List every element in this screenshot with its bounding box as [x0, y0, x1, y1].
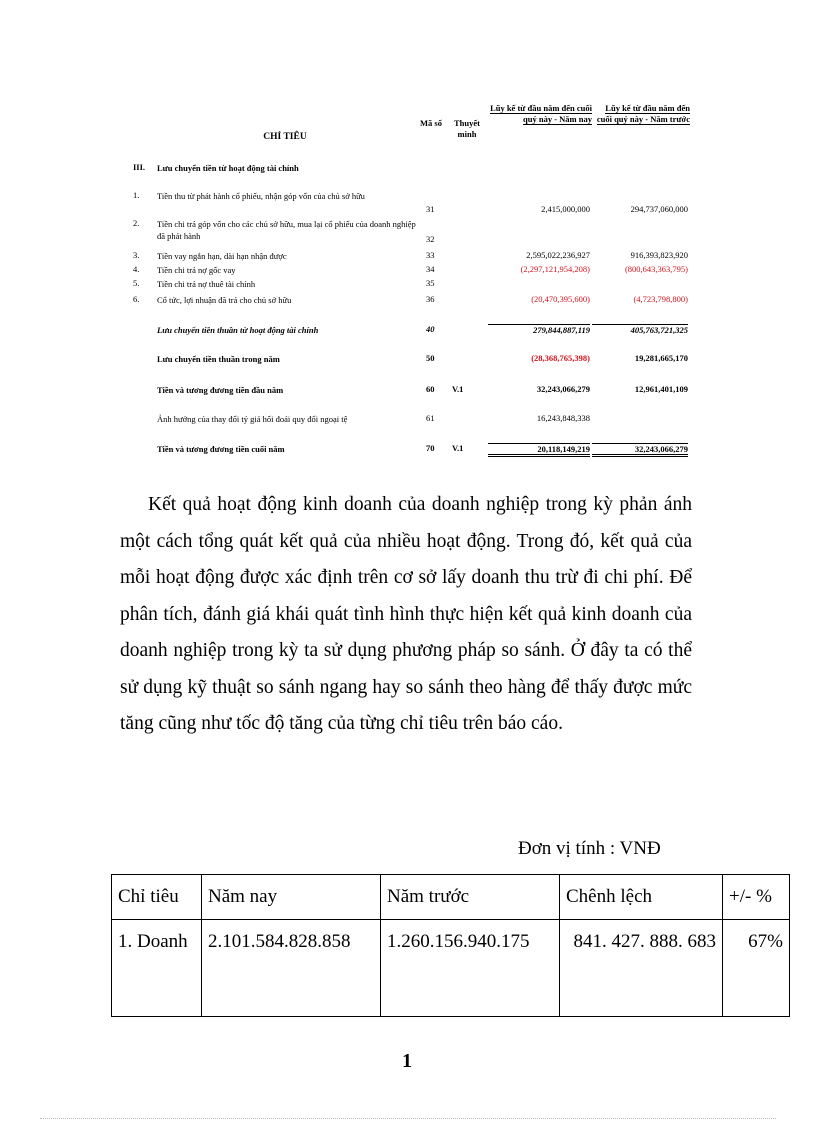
cell-current-year: 2.101.584.828.858 [202, 920, 381, 1017]
section-label: Lưu chuyển tiền từ hoạt động tài chính [157, 163, 299, 173]
table-row: 3. Tiền vay ngắn hạn, dài hạn nhận được 33 2,595,022,236,927 916,393,823,920 [133, 250, 688, 261]
header-cell: Chênh lệch [560, 875, 723, 920]
table-row: 6. Cổ tức, lợi nhuận đã trả cho chủ sở hữu 36 (20,470,395,600) (4,723,798,800) [133, 294, 688, 305]
header-title: CHỈ TIÊU [263, 132, 307, 142]
table-row: 4. Tiền chi trả nợ gốc vay 34 (2,297,121,954,208) (800,643,363,795) [133, 264, 688, 275]
header-ma-so: Mã số [420, 118, 442, 128]
table-row: 1. Tiền thu từ phát hành cổ phiếu, nhận góp vốn của chủ sở hữu 31 2,415,000,000 294,737,060,000 [133, 190, 688, 214]
closing-cash-row: Tiền và tương đương tiền cuối năm 70 V.1 20,118,149,219 32,243,066,279 [130, 443, 690, 455]
header-cell: Năm trước [381, 875, 560, 920]
cell-indicator: 1. Doanh [112, 920, 202, 1017]
table-header-row [112, 875, 790, 920]
header-current-year: Lũy kế từ đầu năm đến cuối quý này - Năm nay [490, 103, 592, 124]
opening-cash-row: Tiền và tương đương tiền đầu năm 60 V.1 32,243,066,279 12,961,401,109 [157, 384, 688, 395]
net-cash-row: Lưu chuyển tiền thuần trong năm 50 (28,368,765,398) 19,281,665,170 [157, 353, 688, 364]
header-cell: Năm nay [202, 875, 381, 920]
fx-effect-row: Ảnh hưởng của thay đổi tỷ giá hối đoái quy đổi ngoại tệ 61 16,243,848,338 [157, 413, 590, 424]
section-num: III. [133, 162, 146, 172]
header-cell: +/- % [723, 875, 790, 920]
cell-prior-year: 1.260.156.940.175 [381, 920, 560, 1017]
page-number: 1 [402, 1050, 412, 1072]
unit-label: Đơn vị tính : VNĐ [518, 838, 661, 859]
table-row: 5. Tiền chi trả nợ thuê tài chính 35 [133, 278, 435, 289]
cash-flow-header [130, 100, 690, 150]
cash-flow-table [130, 100, 690, 454]
header-cell: Chỉ tiêu [112, 875, 202, 920]
header-thuyet-minh: Thuyết minh [454, 118, 480, 139]
table-row [112, 920, 790, 1017]
section-row [130, 162, 690, 174]
header-prior-year: Lũy kế từ đầu năm đến cuối quý này - Năm trước [596, 103, 690, 124]
body-paragraph: Kết quả hoạt động kinh doanh của doanh nghiệp trong kỳ phản ánh một cách tổng quát kết quả của nhiều hoạt động. Trong đó, kết quả của mỗi hoạt động được xác định trên cơ sở lấy doanh thu trừ đi chi phí. Để phân tích, đánh giá khái quát tình hình thực hiện kết quả kinh doanh của doanh nghiệp trong kỳ ta sử dụng phương pháp so sánh. Ở đây ta có thể sử dụng kỹ thuật so sánh ngang hay so sánh theo hàng để thấy được mức tăng cũng như tốc độ tăng của từng chỉ tiêu trên báo cáo. [120, 494, 692, 734]
table-row: 2. Tiền chi trả góp vốn cho các chủ sở hữu, mua lại cổ phiếu của doanh nghiệp đã phát hành 32 [133, 218, 435, 244]
comparison-table [111, 874, 790, 1017]
cell-difference: 841. 427. 888. 683 [560, 920, 723, 1017]
cell-percent: 67% [723, 920, 790, 1017]
subtotal-row: Lưu chuyển tiền thuần từ hoạt động tài chính 40 279,844,887,119 405,763,721,325 [157, 324, 688, 335]
page-divider [40, 1118, 776, 1119]
